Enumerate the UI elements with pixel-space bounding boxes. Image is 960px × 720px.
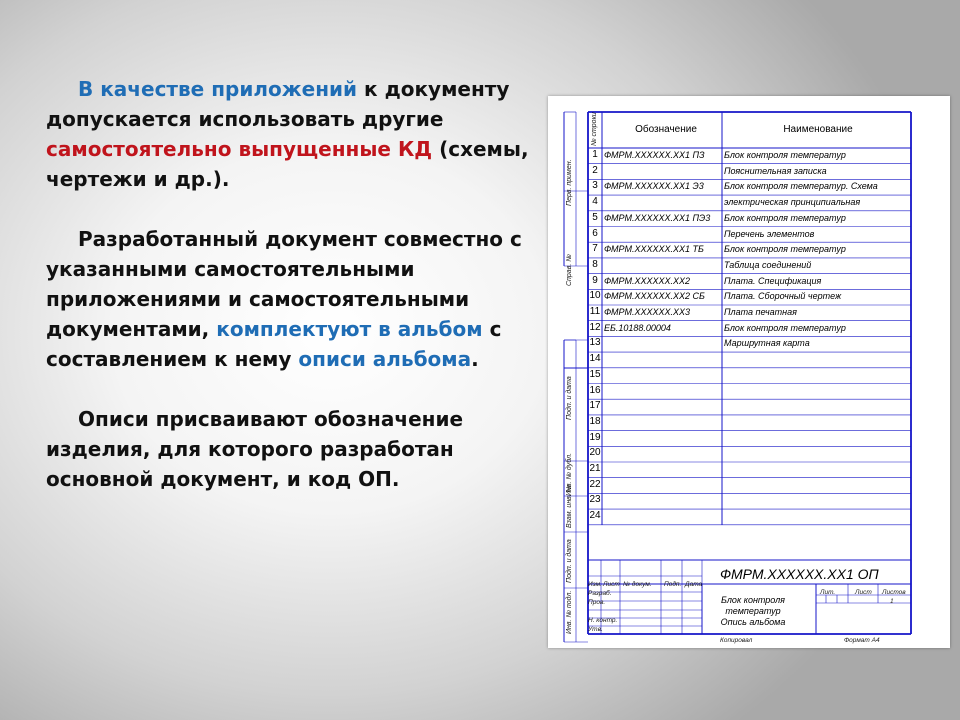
text-run: . [471, 347, 479, 371]
tb-col-doc: № докум. [623, 581, 652, 588]
row-number: 1 [592, 149, 598, 160]
row-number: 13 [589, 337, 601, 349]
row-number: 21 [589, 463, 601, 474]
tb-col-list: Лист [603, 581, 620, 588]
row-designation: ФМРМ.XXXXXX.XX1 ПЗ [604, 150, 705, 160]
tb-name-line-3: Опись альбома [720, 617, 786, 627]
tb-n-kontr: Н. контр. [588, 617, 618, 624]
header-name: Наименование [783, 124, 853, 135]
row-number: 19 [589, 431, 601, 443]
slide-text [46, 74, 546, 524]
tb-document-name [703, 595, 803, 628]
tb-lit: Лит. [820, 589, 836, 596]
side-label-sprav-no: Справ. № [566, 254, 573, 286]
row-number: 5 [592, 211, 598, 223]
row-number: 11 [589, 306, 601, 317]
tb-listov: Листов [882, 589, 906, 596]
text-run: В качестве приложений [78, 77, 358, 101]
row-number: 4 [592, 196, 598, 208]
tb-name-line-2: температур [725, 606, 781, 616]
text-run: с составлением к нему [46, 317, 502, 371]
row-number: 22 [589, 478, 601, 490]
row-number: 6 [592, 227, 598, 239]
row-number: 20 [589, 447, 601, 459]
row-designation: ФМРМ.XXXXXX.XX1 ПЭ3 [604, 212, 711, 223]
row-number: 8 [592, 258, 598, 270]
text-run: к документу допускается использовать другие [46, 77, 510, 131]
text-run: комплектуют в альбом [216, 317, 483, 341]
row-number: 7 [592, 243, 598, 255]
side-label-inv-podl: Инв. № подл. [566, 590, 573, 634]
row-number: 14 [589, 353, 601, 365]
tb-razrab: Разраб. [588, 590, 612, 597]
text-run: Разработанный документ совместно с указанными самостоятельными приложениями и самостоятельными документами, [46, 227, 522, 341]
row-designation: ЕБ.10188.00004 [604, 322, 671, 333]
tb-col-data: Дата [685, 581, 703, 588]
side-label-podp-data-2: Подп. и дата [566, 539, 573, 583]
row-number: 2 [592, 164, 598, 176]
row-designation: ФМРМ.XXXXXX.XX1 ТБ [604, 244, 704, 255]
tb-prov: Пров. [588, 599, 606, 606]
row-designation: ФМРМ.XXXXXX.XX2 СБ [604, 291, 705, 302]
side-label-podp-data-1: Подп. и дата [566, 376, 573, 420]
row-name: Блок контроля температур [724, 212, 846, 223]
row-number: 10 [589, 290, 601, 302]
tb-col-podp: Подп. [664, 581, 682, 588]
tb-list: Лист [855, 589, 872, 596]
row-name: Плата. Спецификация [724, 275, 822, 286]
paragraph-2 [46, 224, 546, 374]
tb-col-izm: Изм. [588, 581, 602, 588]
row-designation: ФМРМ.XXXXXX.XX2 [604, 275, 690, 286]
tb-format: Формат А4 [844, 637, 880, 644]
row-name: Блок контроля температур [724, 244, 846, 255]
row-name: Плата. Сборочный чертеж [724, 291, 842, 302]
row-name: Таблица соединений [724, 259, 812, 270]
row-name: Перечень элементов [724, 228, 815, 239]
tb-kopiroval: Копировал [720, 637, 753, 644]
row-designation: ФМРМ.XXXXXX.XX1 Э3 [604, 181, 704, 192]
side-label-vzam-inv: Взам. инв. № [566, 484, 573, 528]
text-run: (схемы, чертежи и др.). [46, 137, 529, 191]
header-row-number: № строки [591, 112, 598, 146]
row-name: Блок контроля температур [724, 322, 846, 333]
row-number: 18 [589, 415, 601, 427]
text-run: Описи присваивают обозначение изделия, для которого разработан основной документ, и код ОП. [46, 407, 464, 491]
row-name: Пояснительная записка [724, 165, 827, 176]
album-inventory-form [548, 96, 950, 648]
row-number: 12 [589, 321, 601, 333]
tb-name-line-1: Блок контроля [721, 595, 785, 605]
side-label-inv-dubl: Инв. № дубл. [566, 452, 573, 496]
paragraph-1 [46, 74, 546, 194]
tb-listov-value: 1 [890, 598, 894, 605]
header-designation: Обозначение [635, 124, 697, 135]
row-name: Блок контроля температур [724, 150, 846, 160]
row-name: электрическая принципиальная [724, 197, 861, 208]
row-name: Маршрутная карта [724, 338, 810, 349]
row-name: Плата печатная [724, 307, 797, 317]
row-number: 24 [589, 510, 601, 522]
text-run: самостоятельно выпущенные КД [46, 137, 433, 161]
row-number: 16 [589, 384, 601, 396]
side-label-perv-primen: Перв. примен. [566, 159, 573, 206]
row-name: Блок контроля температур. Схема [724, 181, 878, 192]
row-number: 3 [592, 180, 598, 192]
row-number: 9 [592, 274, 598, 286]
paragraph-3 [46, 404, 546, 494]
row-designation: ФМРМ.XXXXXX.XX3 [604, 307, 690, 317]
tb-utv: Утв. [588, 626, 603, 633]
row-number: 17 [589, 400, 601, 412]
row-number: 15 [589, 368, 601, 380]
document-code: ФМРМ.XXXXXX.XX1 ОП [720, 566, 879, 582]
row-number: 23 [589, 494, 601, 506]
text-run: описи альбома [298, 347, 472, 371]
